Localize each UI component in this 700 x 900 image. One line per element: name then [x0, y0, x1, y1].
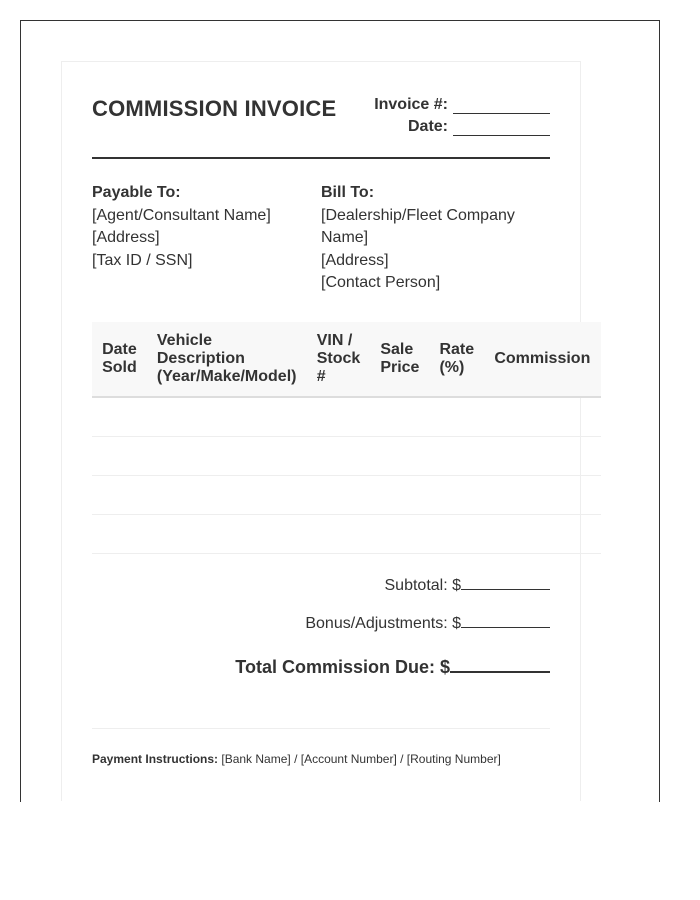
column-header-commission: Commission — [484, 322, 601, 397]
payment-instructions-label: Payment Instructions: — [92, 752, 219, 766]
payment-instructions — [92, 752, 501, 766]
bill-to-contact: [Contact Person] — [321, 274, 441, 291]
total-due-field[interactable] — [450, 654, 550, 673]
column-header-sale-price: Sale Price — [370, 322, 429, 397]
table-row[interactable] — [92, 515, 601, 554]
table-header-row — [92, 322, 601, 397]
column-header-vin-stock: VIN / Stock # — [307, 322, 371, 397]
payable-to-address: [Address] — [92, 229, 160, 246]
total-due-label: Total Commission Due: $ — [235, 657, 450, 677]
payment-instructions-text: [Bank Name] / [Account Number] / [Routing Number] — [218, 752, 501, 766]
table-row[interactable] — [92, 437, 601, 476]
total-due-row — [235, 654, 550, 678]
payable-to-block — [92, 182, 307, 272]
column-header-rate: Rate (%) — [429, 322, 484, 397]
bonus-row — [305, 612, 550, 633]
bill-to-address: [Address] — [321, 251, 389, 269]
commission-table-wrap — [92, 322, 601, 554]
invoice-number-row — [374, 92, 550, 114]
table-row[interactable] — [92, 397, 601, 437]
table-row[interactable] — [92, 476, 601, 515]
bonus-label: Bonus/Adjustments: $ — [305, 615, 461, 632]
invoice-date-field[interactable] — [453, 119, 550, 136]
footer-divider — [92, 728, 550, 729]
subtotal-label: Subtotal: $ — [384, 577, 461, 594]
invoice-date-label: Date: — [407, 118, 448, 135]
payable-to-name: [Agent/Consultant Name] — [92, 206, 271, 224]
invoice-title: COMMISSION INVOICE — [92, 96, 337, 121]
table-body — [92, 397, 601, 554]
bill-to-block — [321, 182, 536, 295]
bill-to-heading: Bill To: — [321, 184, 375, 201]
invoice-number-field[interactable] — [453, 97, 550, 114]
commission-table — [92, 322, 601, 554]
header-divider — [92, 157, 550, 159]
column-header-vehicle-description: Vehicle Description (Year/Make/Model) — [147, 322, 307, 397]
payable-to-tax-id: [Tax ID / SSN] — [92, 251, 193, 269]
column-header-date-sold: Date Sold — [92, 322, 147, 397]
bill-to-company: [Dealership/Fleet Company Name] — [321, 206, 515, 246]
invoice-sheet — [61, 61, 591, 801]
invoice-meta — [374, 92, 550, 136]
subtotal-field[interactable] — [461, 574, 550, 590]
bonus-field[interactable] — [461, 612, 550, 628]
invoice-number-label: Invoice #: — [374, 96, 448, 113]
invoice-date-row — [374, 114, 550, 136]
subtotal-row — [385, 574, 551, 595]
payable-to-heading: Payable To: — [92, 184, 181, 201]
